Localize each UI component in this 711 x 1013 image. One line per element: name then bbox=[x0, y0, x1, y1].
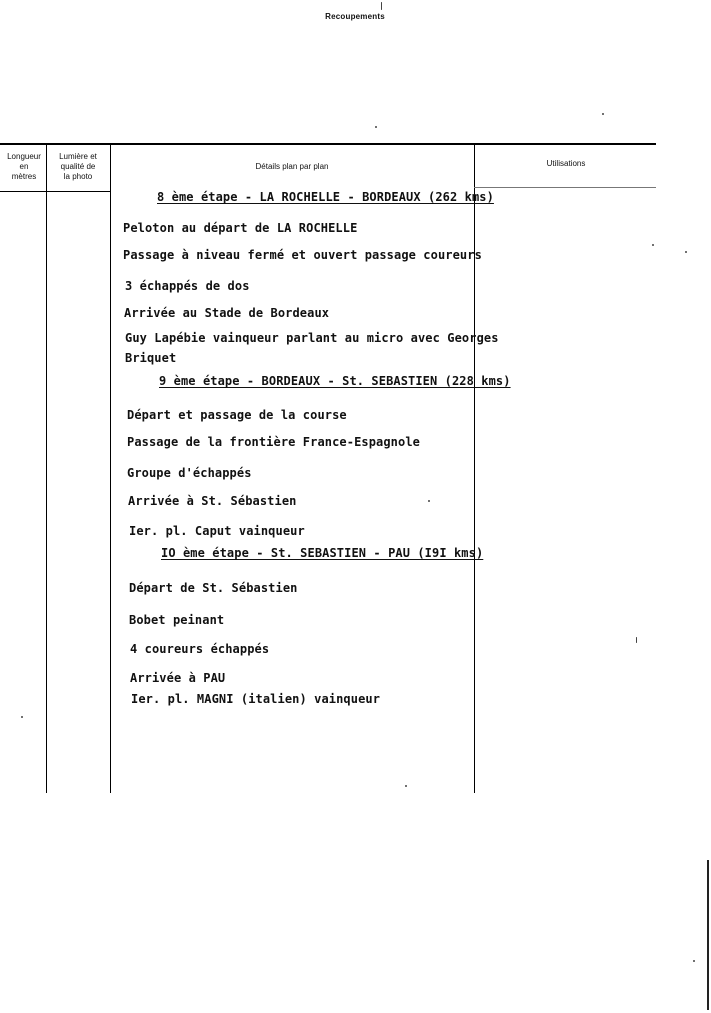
scan-speck bbox=[602, 113, 604, 115]
shot-line: Guy Lapébie vainqueur parlant au micro avec Georges bbox=[125, 331, 499, 345]
column-header-light: Lumière et qualité de la photo bbox=[59, 152, 97, 181]
stage-heading: 9 ème étape - BORDEAUX - St. SEBASTIEN (228 kms) bbox=[159, 374, 511, 388]
column-divider-3 bbox=[474, 143, 475, 793]
column-header-uses: Utilisations bbox=[546, 159, 586, 168]
stage-heading: 8 ème étape - LA ROCHELLE - BORDEAUX (262 kms) bbox=[157, 190, 494, 204]
column-header-length: Longueur en mètres bbox=[7, 152, 41, 181]
shot-line: 3 échappés de dos bbox=[125, 279, 250, 293]
scan-speck bbox=[375, 126, 377, 128]
shot-line: Arrivée au Stade de Bordeaux bbox=[124, 306, 330, 320]
shot-line: Passage à niveau fermé et ouvert passage coureurs bbox=[123, 248, 482, 262]
table-header-rule bbox=[0, 191, 110, 192]
column-divider-1 bbox=[46, 143, 47, 793]
shot-line: Groupe d'échappés bbox=[127, 466, 252, 480]
scan-speck bbox=[693, 960, 695, 962]
stage-heading: IO ème étape - St. SEBASTIEN - PAU (I9I kms) bbox=[161, 546, 484, 560]
shot-line: 4 coureurs échappés bbox=[130, 642, 270, 656]
column-header-details: Détails plan par plan bbox=[255, 162, 329, 171]
scan-speck bbox=[405, 785, 407, 787]
scan-speck bbox=[685, 251, 687, 253]
shot-line: Passage de la frontière France-Espagnole bbox=[127, 435, 420, 449]
scan-speck bbox=[381, 2, 382, 10]
shot-line: Peloton au départ de LA ROCHELLE bbox=[123, 221, 358, 235]
column-divider-2 bbox=[110, 143, 111, 793]
scan-speck bbox=[428, 500, 430, 502]
shot-line: Arrivée à St. Sébastien bbox=[128, 494, 297, 508]
shot-line: Arrivée à PAU bbox=[130, 671, 226, 685]
scan-speck bbox=[21, 716, 23, 718]
details-header-rule bbox=[474, 187, 656, 188]
page-edge-mark bbox=[703, 860, 709, 1010]
shot-line: Départ de St. Sébastien bbox=[129, 581, 298, 595]
shot-line: Ier. pl. Caput vainqueur bbox=[129, 524, 305, 538]
shot-line: Ier. pl. MAGNI (italien) vainqueur bbox=[131, 692, 381, 706]
scan-speck bbox=[636, 637, 637, 643]
table-top-rule bbox=[0, 143, 656, 145]
scan-speck bbox=[652, 244, 654, 246]
page-title: Recoupements bbox=[325, 12, 385, 21]
shot-line: Départ et passage de la course bbox=[127, 408, 347, 422]
shot-line: Briquet bbox=[125, 351, 177, 365]
shot-line: Bobet peinant bbox=[129, 613, 225, 627]
